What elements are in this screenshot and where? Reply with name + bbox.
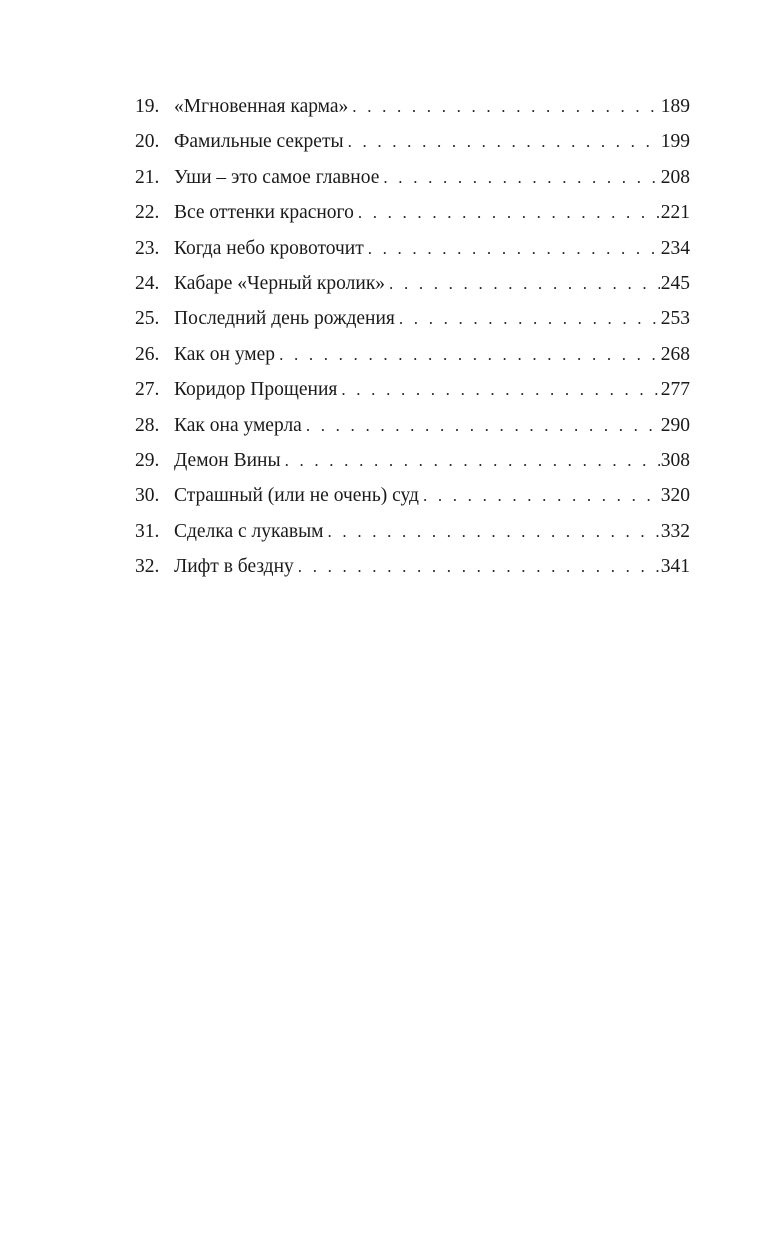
entry-title: Последний день рождения	[174, 308, 395, 330]
dot-leader	[383, 160, 659, 195]
entry-page-number: 308	[660, 449, 690, 471]
toc-entry[interactable]	[135, 195, 690, 230]
dot-leader	[399, 301, 660, 336]
entry-page-number: 341	[660, 556, 690, 578]
entry-page-number: 320	[660, 485, 690, 507]
toc-entry[interactable]	[135, 124, 690, 159]
entry-number: 24.	[135, 272, 160, 294]
toc-entry[interactable]	[135, 266, 690, 301]
entry-page-number: 208	[660, 166, 690, 188]
entry-number: 23.	[135, 237, 160, 259]
entry-number: 20.	[135, 131, 160, 153]
dot-leader	[279, 337, 660, 372]
entry-number: 28.	[135, 414, 160, 436]
entry-page-number: 245	[660, 272, 690, 294]
entry-page-number: 234	[660, 237, 690, 259]
entry-number: 21.	[135, 166, 160, 188]
entry-number: 22.	[135, 202, 160, 224]
entry-title: Лифт в бездну	[174, 556, 294, 578]
entry-title: «Мгновенная карма»	[174, 96, 349, 117]
entry-title: Фамильные секреты	[174, 131, 344, 153]
entry-title: Уши – это самое главное	[174, 166, 380, 188]
entry-page-number: 268	[660, 343, 690, 365]
entry-number: 19.	[135, 96, 160, 117]
dot-leader	[306, 408, 660, 443]
toc-entry[interactable]	[135, 549, 690, 584]
dot-leader	[389, 266, 660, 301]
dot-leader	[285, 443, 660, 478]
toc-entry[interactable]	[135, 89, 690, 124]
entry-title: Сделка с лукавым	[174, 520, 324, 542]
toc-entry[interactable]	[135, 443, 690, 478]
entry-number: 26.	[135, 343, 160, 365]
entry-number: 25.	[135, 308, 160, 330]
entry-title: Страшный (или не очень) суд	[174, 485, 419, 507]
dot-leader	[348, 124, 660, 159]
dot-leader	[423, 478, 660, 513]
entry-page-number: 189	[660, 96, 690, 117]
entry-page-number: 290	[660, 414, 690, 436]
dot-leader	[298, 549, 660, 584]
table-of-contents	[135, 89, 690, 584]
entry-page-number: 332	[660, 520, 690, 542]
entry-number: 29.	[135, 449, 160, 471]
entry-number: 32.	[135, 556, 160, 578]
dot-leader	[368, 231, 660, 266]
entry-page-number: 199	[660, 131, 690, 153]
toc-entry[interactable]	[135, 301, 690, 336]
toc-entry[interactable]	[135, 160, 690, 195]
entry-title: Как он умер	[174, 343, 276, 365]
toc-entry[interactable]	[135, 514, 690, 549]
entry-page-number: 277	[660, 379, 690, 401]
entry-title: Демон Вины	[174, 449, 281, 471]
entry-number: 30.	[135, 485, 160, 507]
entry-number: 27.	[135, 379, 160, 401]
toc-entry[interactable]	[135, 372, 690, 407]
toc-entry[interactable]	[135, 478, 690, 513]
dot-leader	[352, 89, 659, 124]
dot-leader	[341, 372, 659, 407]
entry-title: Когда небо кровоточит	[174, 237, 364, 259]
entry-title: Все оттенки красного	[174, 202, 354, 224]
entry-title: Кабаре «Черный кролик»	[174, 272, 386, 294]
entry-number: 31.	[135, 520, 160, 542]
toc-entry[interactable]	[135, 408, 690, 443]
entry-title: Коридор Прощения	[174, 379, 338, 401]
toc-entry[interactable]	[135, 231, 690, 266]
dot-leader	[358, 195, 660, 230]
dot-leader	[328, 514, 660, 549]
entry-title: Как она умерла	[174, 414, 302, 436]
entry-page-number: 221	[660, 202, 690, 224]
entry-page-number: 253	[660, 308, 690, 330]
toc-entry[interactable]	[135, 337, 690, 372]
